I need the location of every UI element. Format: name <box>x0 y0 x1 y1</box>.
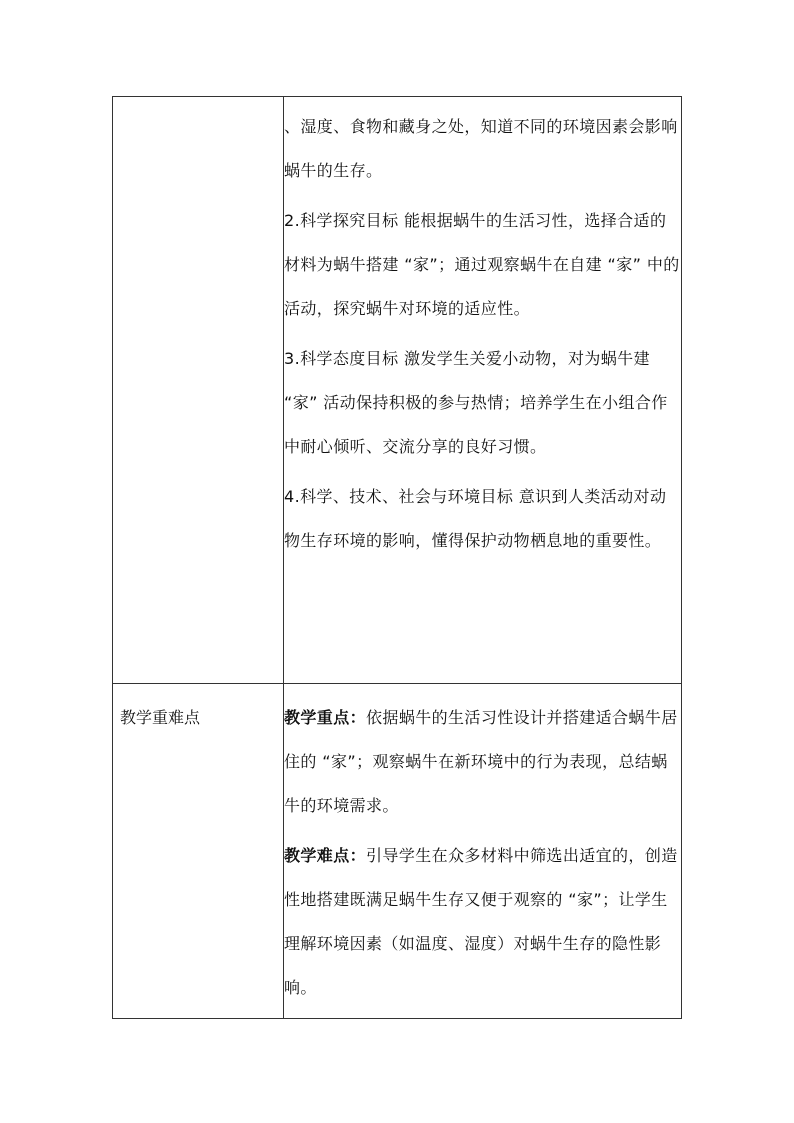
objective-paragraph-2: 2.科学探究目标 能根据蜗牛的生活习性，选择合适的材料为蜗牛搭建 “家”；通过观察蜗牛在自建 “家” 中的活动，探究蜗牛对环境的适应性。 <box>284 211 680 318</box>
lesson-plan-table <box>112 96 682 1019</box>
objectives-content-cell <box>284 97 682 684</box>
key-difficult-label: 教学重难点 <box>120 708 201 727</box>
objectives-label <box>113 97 283 109</box>
objective-paragraph-3: 3.科学态度目标 激发学生关爱小动物，对为蜗牛建 “家” 活动保持积极的参与热情；培养学生在小组合作中耐心倾听、交流分享的良好习惯。 <box>284 349 668 456</box>
objective-paragraph-4: 4.科学、技术、社会与环境目标 意识到人类活动对动物生存环境的影响，懂得保护动物栖息地的重要性。 <box>284 487 667 550</box>
key-difficult-label-cell <box>113 684 284 1019</box>
objective-paragraph-1: 、湿度、食物和藏身之处，知道不同的环境因素会影响蜗牛的生存。 <box>284 117 678 180</box>
difficult-point-paragraph <box>284 834 681 1010</box>
difficult-point-text: 引导学生在众多材料中筛选出适宜的，创造性地搭建既满足蜗牛生存又便于观察的 “家”；让学生理解环境因素（如温度、湿度）对蜗牛生存的隐性影响。 <box>284 846 678 997</box>
key-point-text: 依据蜗牛的生活习性设计并搭建适合蜗牛居住的 “家”；观察蜗牛在新环境中的行为表现，总结蜗牛的环境需求。 <box>284 708 678 815</box>
key-difficult-points-row <box>113 684 682 1019</box>
key-point-paragraph <box>284 696 681 828</box>
key-difficult-content-cell <box>284 684 682 1019</box>
objectives-label-cell <box>113 97 284 684</box>
key-point-title: 教学重点： <box>284 708 367 727</box>
objectives-row <box>113 97 682 684</box>
difficult-point-title: 教学难点： <box>284 846 367 865</box>
